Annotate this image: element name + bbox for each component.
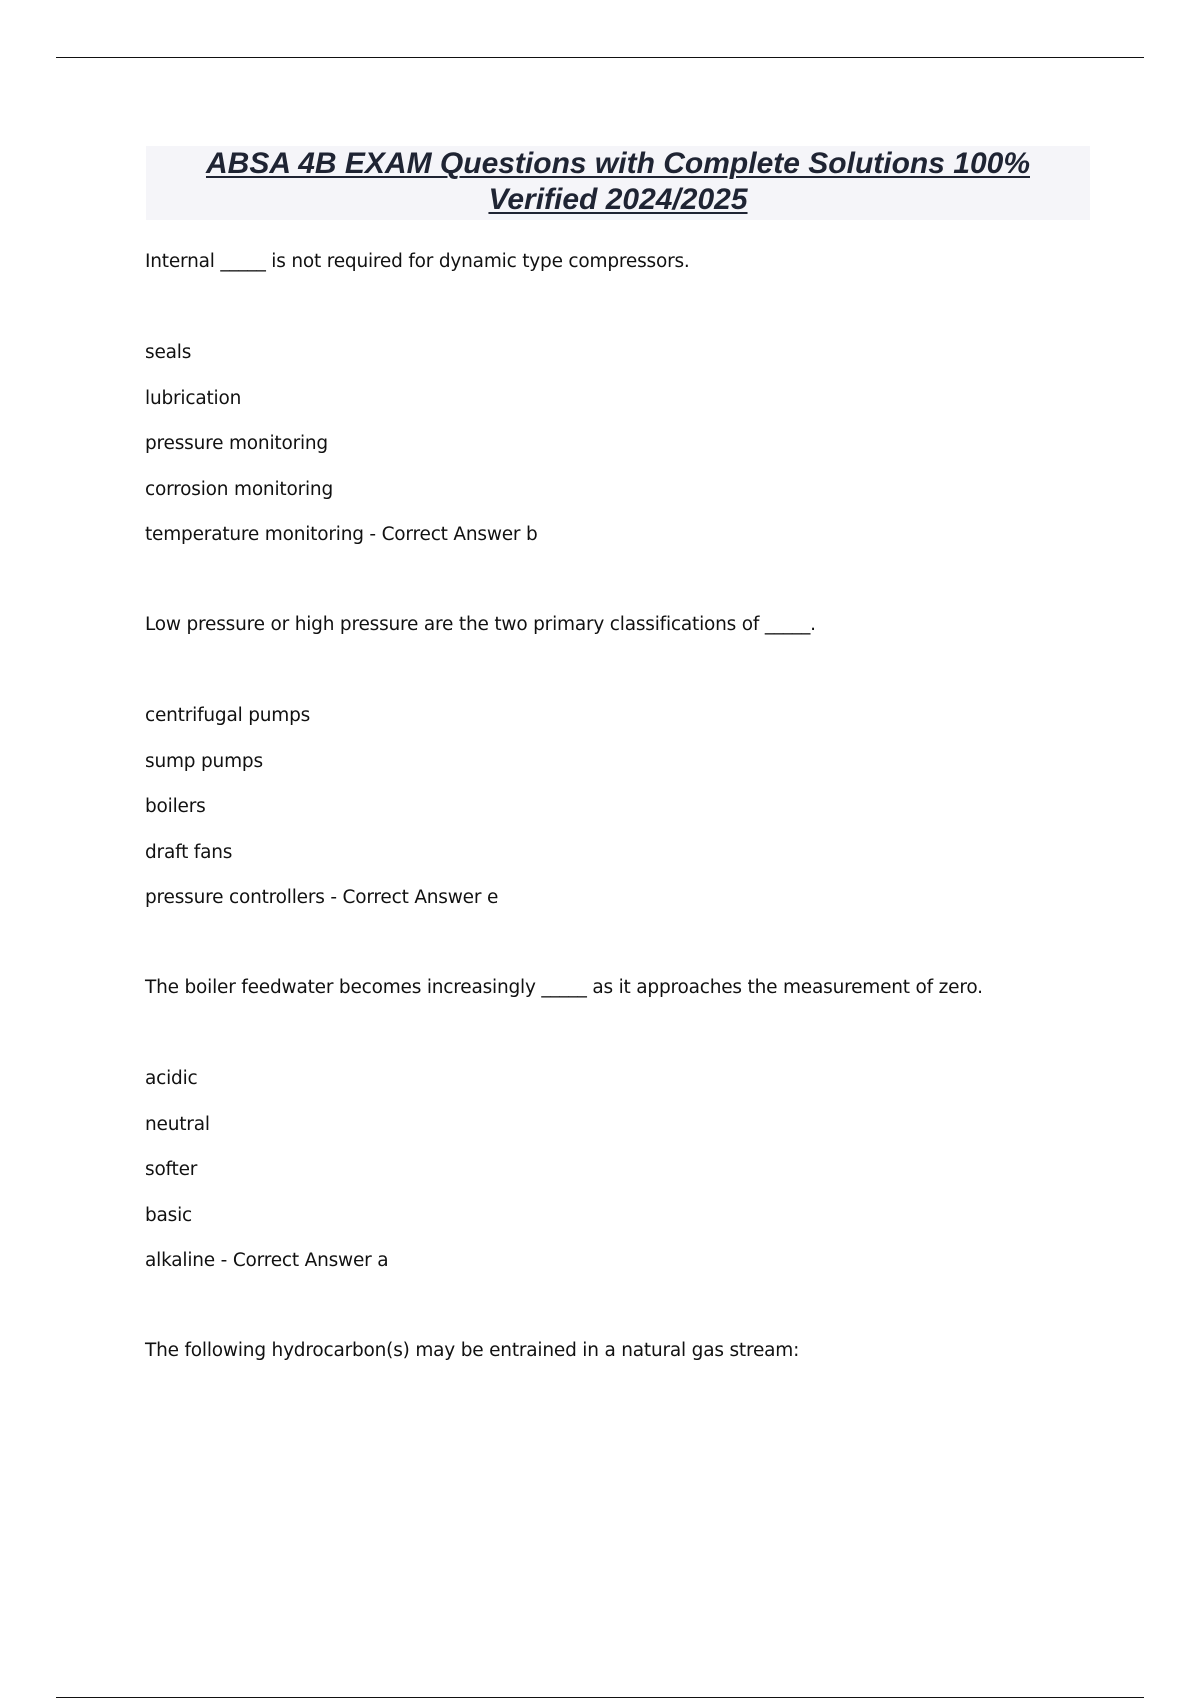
question-prompt: Low pressure or high pressure are the two primary classifications of _____. <box>145 614 816 635</box>
answer-option: corrosion monitoring <box>145 479 333 500</box>
document-title <box>146 146 1090 220</box>
answer-option: seals <box>145 342 192 363</box>
answer-option-correct: temperature monitoring - Correct Answer b <box>145 524 538 545</box>
answer-option: sump pumps <box>145 751 263 772</box>
answer-option: neutral <box>145 1114 210 1135</box>
question-prompt: The following hydrocarbon(s) may be entrained in a natural gas stream: <box>145 1340 800 1361</box>
question-prompt: The boiler feedwater becomes increasingly _____ as it approaches the measurement of zero. <box>145 977 983 998</box>
answer-option-correct: alkaline - Correct Answer a <box>145 1250 389 1271</box>
answer-option: boilers <box>145 796 206 817</box>
answer-option: centrifugal pumps <box>145 705 311 726</box>
title-line-2: Verified 2024/2025 <box>488 183 748 216</box>
footer-rule <box>56 1697 1144 1698</box>
answer-option: softer <box>145 1159 198 1180</box>
answer-option: lubrication <box>145 388 242 409</box>
header-rule <box>56 57 1144 58</box>
answer-option: acidic <box>145 1068 198 1089</box>
answer-option: basic <box>145 1205 193 1226</box>
answer-option: draft fans <box>145 842 233 863</box>
answer-option-correct: pressure controllers - Correct Answer e <box>145 887 499 908</box>
answer-option: pressure monitoring <box>145 433 328 454</box>
question-prompt: Internal _____ is not required for dynamic type compressors. <box>145 251 690 272</box>
title-line-1: ABSA 4B EXAM Questions with Complete Solutions 100% <box>205 147 1030 180</box>
